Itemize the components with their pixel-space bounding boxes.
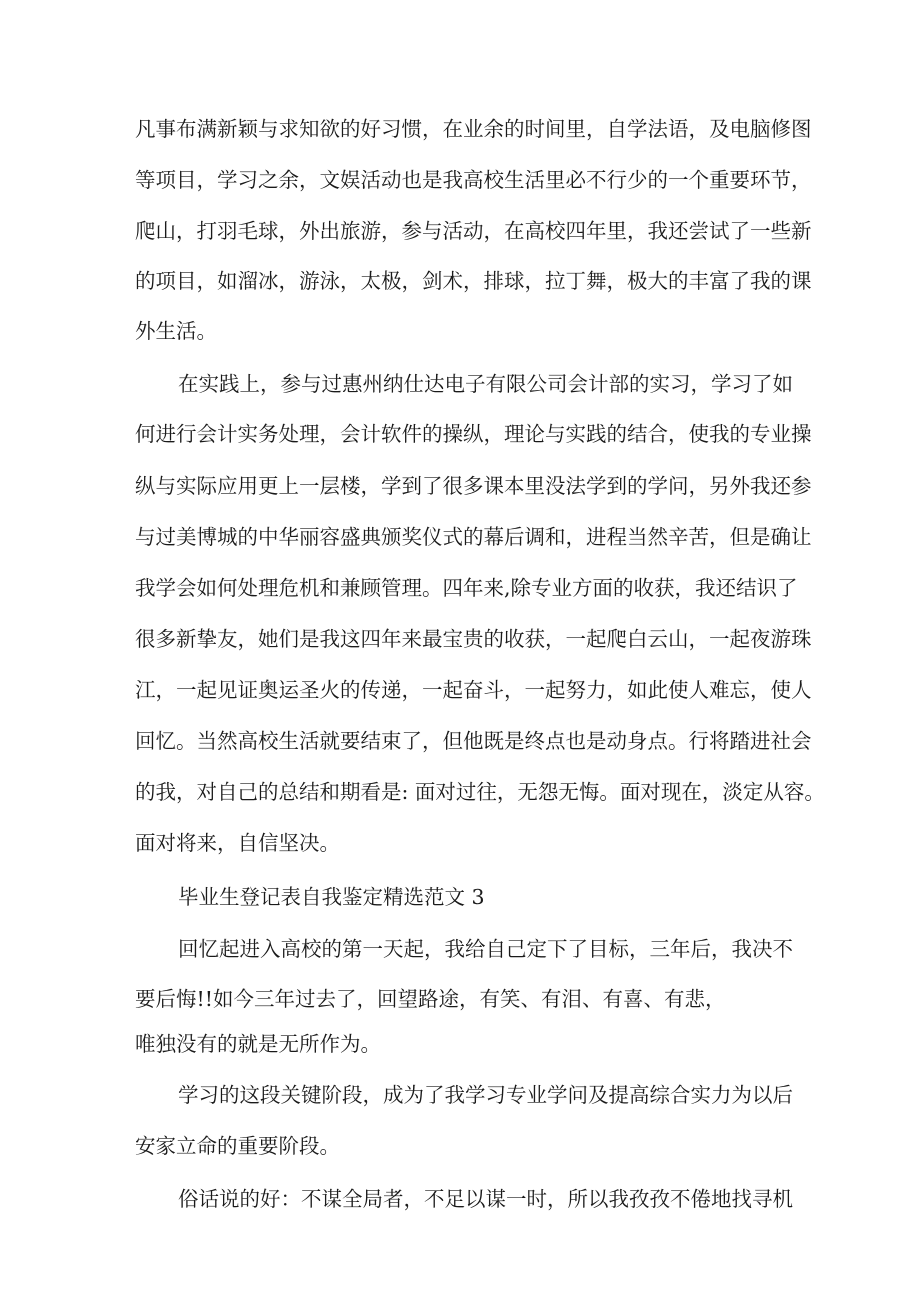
- text-line: 唯独没有的就是无所作为。: [135, 1032, 381, 1056]
- text-line: 要后悔!!如今三年过去了，回望路途，有笑、有泪、有喜、有悲，: [135, 987, 726, 1011]
- text-line: 凡事布满新颖与求知欲的好习惯，在业余的时间里，自学法语，及电脑修图: [135, 117, 812, 141]
- text-line: 外生活。: [135, 319, 217, 343]
- text-line: 何进行会计实务处理，会计软件的操纵，理论与实践的结合，使我的专业操: [135, 422, 812, 446]
- text-line: 很多新挚友，她们是我这四年来最宝贵的收获，一起爬白云山，一起夜游珠: [135, 627, 812, 651]
- text-line: 的项目，如溜冰，游泳，太极，剑术，排球，拉丁舞，极大的丰富了我的课: [135, 269, 812, 293]
- section-heading: 毕业生登记表自我鉴定精选范文 3: [178, 885, 485, 909]
- text-line: 回忆。当然高校生活就要结束了，但他既是终点也是动身点。行将踏进社会: [135, 729, 812, 753]
- paragraph-first-line: 学习的这段关键阶段，成为了我学习专业学问及提高综合实力为以后: [178, 1083, 793, 1107]
- text-line: 爬山，打羽毛球，外出旅游，参与活动，在高校四年里，我还尝试了一些新: [135, 219, 812, 243]
- text-line: 的我，对自己的总结和期看是: 面对过往，无怨无悔。面对现在，淡定从容。: [135, 780, 825, 804]
- text-line: 江，一起见证奥运圣火的传递，一起奋斗，一起努力，如此使人难忘，使人: [135, 678, 812, 702]
- text-line: 面对将来，自信坚决。: [135, 831, 340, 855]
- paragraph-first-line: 回忆起进入高校的第一天起，我给自己定下了目标，三年后，我决不: [178, 937, 793, 961]
- paragraph-first-line: 在实践上，参与过惠州纳仕达电子有限公司会计部的实习，学习了如: [178, 372, 793, 396]
- text-line: 我学会如何处理危机和兼顾管理。四年来,除专业方面的收获，我还结识了: [135, 576, 798, 600]
- text-line: 安家立命的重要阶段。: [135, 1134, 340, 1158]
- text-line: 等项目，学习之余，文娱活动也是我高校生活里必不行少的一个重要环节，: [135, 168, 812, 192]
- text-line: 与过美博城的中华丽容盛典颁奖仪式的幕后调和，进程当然辛苦，但是确让: [135, 525, 812, 549]
- text-line: 纵与实际应用更上一层楼，学到了很多课本里没法学到的学问，另外我还参: [135, 474, 812, 498]
- paragraph-first-line: 俗话说的好：不谋全局者，不足以谋一时，所以我孜孜不倦地找寻机: [178, 1187, 793, 1211]
